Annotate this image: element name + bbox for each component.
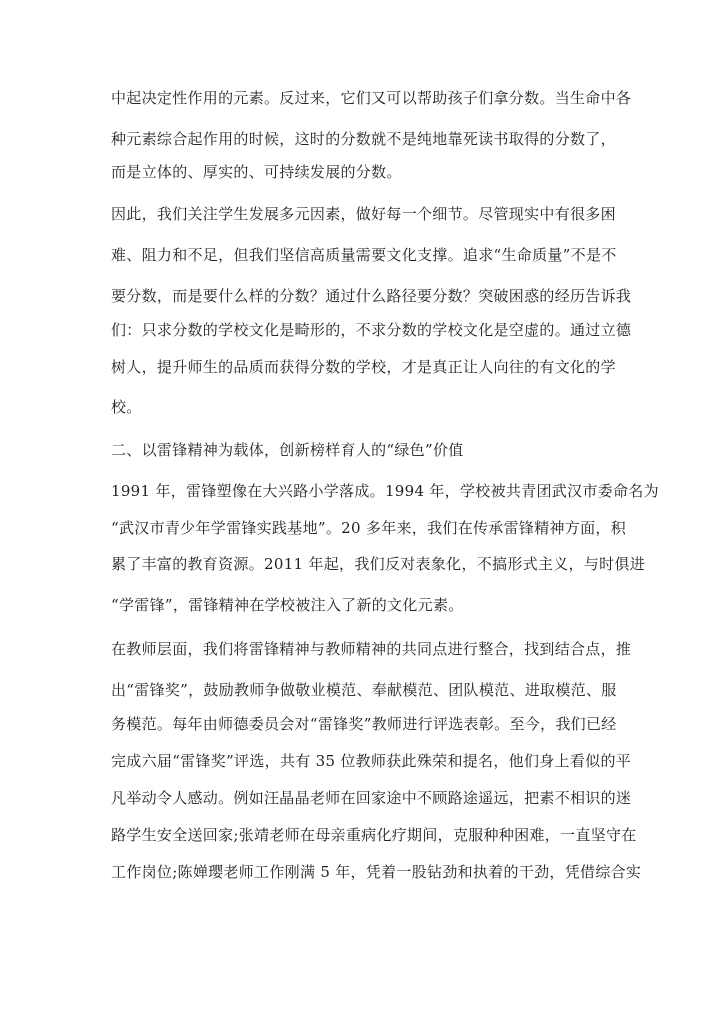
text-line: 务模范。每年由师德委员会对“雷锋奖”教师进行评选表彰。至今，我们已经	[111, 715, 617, 733]
text-line: “学雷锋”，雷锋精神在学校被注入了新的文化元素。	[111, 596, 464, 614]
text-line: 路学生安全送回家;张靖老师在母亲重病化疗期间，克服种种困难，一直坚守在	[111, 826, 637, 844]
text-line: 累了丰富的教育资源。2011 年起，我们反对表象化，不搞形式主义，与时俱进	[111, 555, 646, 573]
text-line: 而是立体的、厚实的、可持续发展的分数。	[111, 163, 402, 181]
text-line: 工作岗位;陈婵璎老师工作刚满 5 年，凭着一股钻劲和执着的干劲，凭借综合实	[111, 863, 642, 881]
text-line: 出“雷锋奖”，鼓励教师争做敬业模范、奉献模范、团队模范、进取模范、服	[111, 681, 617, 699]
text-line: 中起决定性作用的元素。反过来，它们又可以帮助孩子们拿分数。当生命中各	[111, 89, 632, 107]
text-line: 难、阻力和不足，但我们坚信高质量需要文化支撑。追求“生命质量”不是不	[111, 246, 617, 264]
text-line: 要分数，而是要什么样的分数？通过什么路径要分数？突破困惑的经历告诉我	[111, 287, 632, 305]
section-heading: 二、以雷锋精神为载体，创新榜样育人的“绿色”价值	[111, 441, 464, 459]
text-line: “武汉市青少年学雷锋实践基地”。20 多年来，我们在传承雷锋精神方面，积	[111, 519, 626, 537]
text-line: 1991 年，雷锋塑像在大兴路小学落成。1994 年，学校被共青团武汉市委命名为	[111, 482, 659, 500]
text-line: 因此，我们关注学生发展多元因素，做好每一个细节。尽管现实中有很多困	[111, 205, 616, 223]
text-line: 校。	[111, 398, 142, 416]
text-line: 在教师层面，我们将雷锋精神与教师精神的共同点进行整合，找到结合点，推	[111, 640, 632, 658]
text-line: 完成六届“雷锋奖”评选，共有 35 位教师获此殊荣和提名，他们身上看似的平	[111, 752, 632, 770]
text-line: 树人，提升师生的品质而获得分数的学校，才是真正让人向往的有文化的学	[111, 358, 616, 376]
text-line: 们：只求分数的学校文化是畸形的，不求分数的学校文化是空虚的。通过立德	[111, 321, 632, 339]
text-line: 凡举动令人感动。例如汪晶晶老师在回家途中不顾路途遥远，把素不相识的迷	[111, 789, 632, 807]
text-line: 种元素综合起作用的时候，这时的分数就不是纯地靠死读书取得的分数了，	[111, 130, 616, 148]
